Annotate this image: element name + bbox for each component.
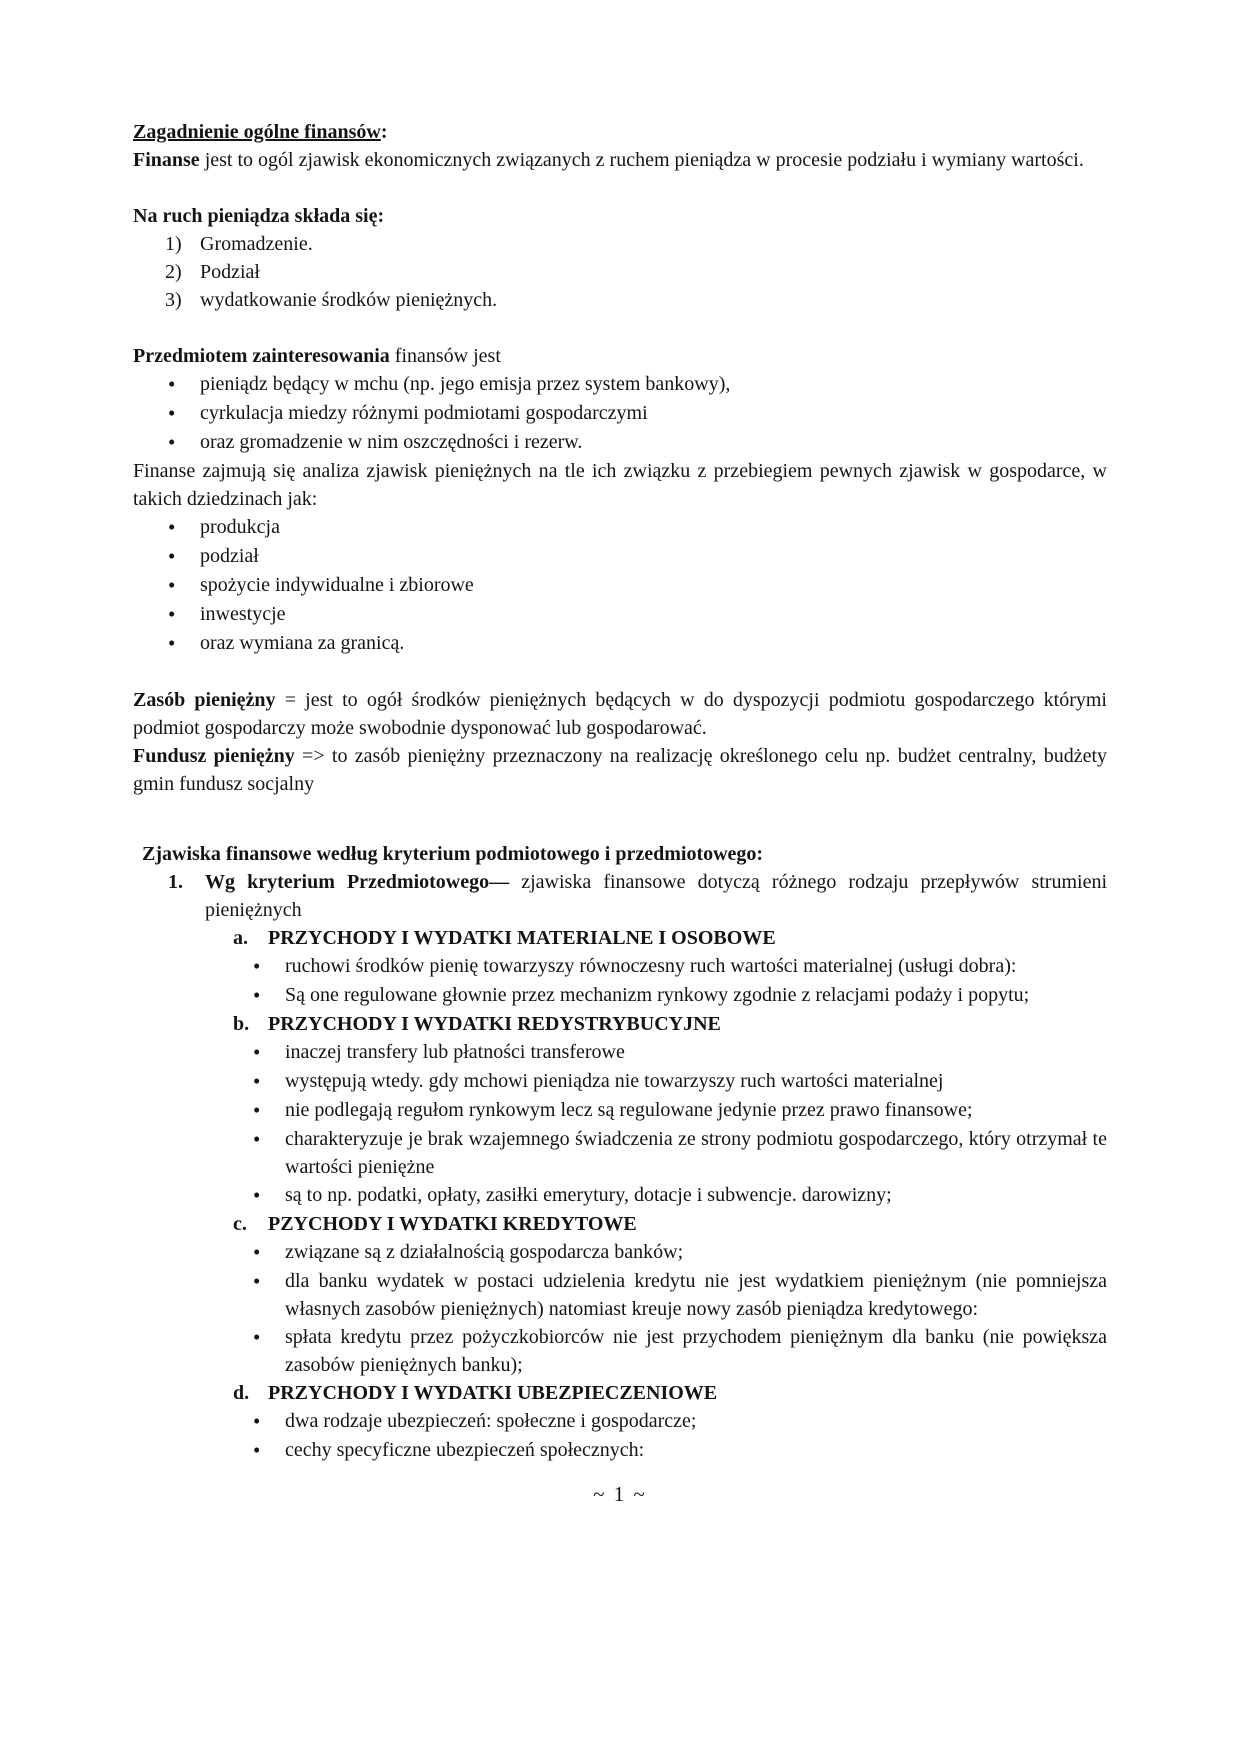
blank-line — [133, 658, 1107, 686]
bullet-icon — [253, 1181, 285, 1210]
finanse-paragraph: Finanse zajmują się analiza zjawisk pieniężnych na tle ich związku z przebiegiem pewnych zjawisk w gospodarce, w takich dziedzinach jak: — [133, 460, 1107, 510]
list-item-text: cyrkulacja miedzy różnymi podmiotami gospodarczymi — [200, 402, 648, 424]
section-definicje — [133, 686, 1107, 798]
blank-line — [133, 174, 1107, 202]
subsection-heading-a — [133, 924, 1107, 952]
bullet-icon — [168, 513, 200, 542]
bullet-icon — [253, 1038, 285, 1067]
list-item — [133, 1267, 1107, 1323]
bullet-icon — [168, 428, 200, 457]
list-item-text: oraz gromadzenie w nim oszczędności i rezerw. — [200, 431, 583, 453]
list-item-text: dla banku wydatek w postaci udzielenia kredytu nie jest wydatkiem pieniężnym (nie pomniejsza własnych zasobów pieniężnych) natomiast kreuje nowy zasób pieniądza kredytowego: — [285, 1270, 1107, 1320]
section-zjawiska — [133, 840, 1107, 1465]
przedmiot-rest: finansów jest — [389, 345, 501, 367]
subsection-title: PRZYCHODY I WYDATKI UBEZPIECZENIOWE — [268, 1382, 718, 1404]
subsection-heading-b — [133, 1010, 1107, 1038]
list-item-text: inaczej transfery lub płatności transferowe — [285, 1041, 625, 1063]
intro-term: Finanse — [133, 149, 200, 171]
list-item-text: nie podlegają regułom rynkowym lecz są regulowane jedynie przez prawo finansowe; — [285, 1099, 973, 1121]
list-item-text: dwa rodzaje ubezpieczeń: społeczne i gospodarcze; — [285, 1410, 697, 1432]
list-item — [133, 1125, 1107, 1181]
subsection-title: PZYCHODY I WYDATKI KREDYTOWE — [268, 1213, 637, 1235]
bullet-icon — [253, 1096, 285, 1125]
zasob-definition: = jest to ogół środków pieniężnych będących w do dyspozycji podmiotu gospodarczego którymi podmiot gospodarczy może swobodnie dysponować lub gospodarować. — [133, 689, 1107, 739]
zasob-paragraph — [133, 686, 1107, 742]
section-ruch-pieniadza — [133, 202, 1107, 314]
list-item — [133, 286, 1107, 314]
list-item-text: występują wtedy. gdy mchowi pieniądza nie towarzyszy ruch wartości materialnej — [285, 1070, 944, 1092]
subsection-letter: d. — [233, 1382, 250, 1404]
list-item-text: ruchowi środków pienię towarzyszy równoczesny ruch wartości materialnej (usługi dobra): — [285, 955, 1017, 977]
zasob-term: Zasób pieniężny — [133, 689, 276, 711]
bullet-icon — [253, 1267, 285, 1323]
bullet-icon — [253, 1323, 285, 1379]
list-item — [133, 1436, 1107, 1465]
subsection-heading-c — [133, 1210, 1107, 1238]
doc-title — [133, 118, 1107, 146]
list-item-text: spłata kredytu przez pożyczkobiorców nie jest przychodem pieniężnym dla banku (nie powiększa zasobów pieniężnych banku); — [285, 1326, 1107, 1376]
list-item — [133, 513, 1107, 542]
list-number: 1) — [165, 233, 182, 255]
subsection-heading-d — [133, 1379, 1107, 1407]
bullet-icon — [168, 629, 200, 658]
intro-paragraph — [133, 146, 1107, 174]
outline-item-text — [205, 868, 1107, 924]
list-item-text: podział — [200, 545, 259, 567]
list-item — [133, 370, 1107, 399]
list-item-text: spożycie indywidualne i zbiorowe — [200, 574, 474, 596]
blank-line — [133, 798, 1107, 826]
section-intro — [133, 118, 1107, 174]
subsection-letter: b. — [233, 1013, 250, 1035]
bullet-icon — [253, 1407, 285, 1436]
list-item-text: wydatkowanie środków pieniężnych. — [200, 289, 498, 311]
list-item — [133, 1067, 1107, 1096]
list-item — [133, 1323, 1107, 1379]
list-item — [133, 1096, 1107, 1125]
list-item — [133, 428, 1107, 457]
zjawiska-heading: Zjawiska finansowe według kryterium podmiotowego i przedmiotowego: — [142, 843, 764, 865]
list-item — [133, 1407, 1107, 1436]
blank-line — [133, 314, 1107, 342]
doc-title-colon: : — [380, 121, 388, 143]
list-item-text: są to np. podatki, opłaty, zasiłki emerytury, dotacje i subwencje. darowizny; — [285, 1184, 892, 1206]
bullet-icon — [253, 952, 285, 981]
bullet-icon — [253, 981, 285, 1010]
fundusz-definition: => to zasób pieniężny przeznaczony na realizację określonego celu np. budżet centralny, budżety gmin fundusz socjalny — [133, 745, 1107, 795]
bullet-icon — [253, 1067, 285, 1096]
list-item-text: pieniądz będący w mchu (np. jego emisja przez system bankowy), — [200, 373, 731, 395]
fundusz-term: Fundusz pieniężny — [133, 745, 295, 767]
bullet-icon — [168, 600, 200, 629]
list-item-text: związane są z działalnością gospodarcza banków; — [285, 1241, 684, 1263]
subsection-title: PRZYCHODY I WYDATKI REDYSTRYBUCYJNE — [268, 1013, 721, 1035]
section-przedmiot — [133, 342, 1107, 658]
intro-definition: jest to ogól zjawisk ekonomicznych związanych z ruchem pieniądza w procesie podziału i wymiany wartości. — [199, 149, 1084, 171]
list-item-text: Gromadzenie. — [200, 233, 313, 255]
bullet-icon — [253, 1436, 285, 1465]
list-item-text: Podział — [200, 261, 260, 283]
fundusz-paragraph — [133, 742, 1107, 798]
list-item-text: Są one regulowane głownie przez mechanizm rynkowy zgodnie z relacjami podaży i popytu; — [285, 984, 1030, 1006]
subsection-title: PRZYCHODY I WYDATKI MATERIALNE I OSOBOWE — [268, 927, 776, 949]
list-item — [133, 1181, 1107, 1210]
list-item — [133, 629, 1107, 658]
list-item-text: inwestycje — [200, 603, 286, 625]
list-item — [133, 571, 1107, 600]
doc-title-text: Zagadnienie ogólne finansów — [133, 121, 381, 143]
list-item — [133, 230, 1107, 258]
list-item — [133, 258, 1107, 286]
subsection-letter: a. — [233, 927, 248, 949]
subsection-letter: c. — [233, 1213, 247, 1235]
list-item — [133, 600, 1107, 629]
przedmiot-lead — [133, 342, 1107, 370]
outline-number: 1. — [168, 871, 183, 893]
list-item-text: oraz wymiana za granicą. — [200, 632, 405, 654]
list-item — [133, 542, 1107, 571]
list-item-text: charakteryzuje je brak wzajemnego świadczenia ze strony podmiotu gospodarczego, który otrzymał te wartości pieniężne — [285, 1128, 1107, 1178]
outline-item-1 — [133, 868, 1107, 924]
list-item — [133, 1038, 1107, 1067]
bullet-icon — [253, 1238, 285, 1267]
ruch-heading: Na ruch pieniądza składa się: — [133, 205, 385, 227]
outline-item-rest: zjawiska finansowe dotyczą różnego rodzaju przepływów strumieni pieniężnych — [205, 871, 1108, 921]
list-item — [133, 399, 1107, 428]
outline-item-term: Wg kryterium Przedmiotowego— — [205, 871, 510, 893]
bullet-icon — [253, 1125, 285, 1181]
bullet-icon — [168, 571, 200, 600]
footer-page-number: ~ 1 ~ — [593, 1482, 647, 1506]
przedmiot-term: Przedmiotem zainteresowania — [133, 345, 390, 367]
list-number: 2) — [165, 261, 182, 283]
list-number: 3) — [165, 289, 182, 311]
blank-line — [133, 826, 1107, 840]
list-item-text: cechy specyficzne ubezpieczeń społecznych: — [285, 1439, 645, 1461]
bullet-icon — [168, 370, 200, 399]
bullet-icon — [168, 399, 200, 428]
list-item-text: produkcja — [200, 516, 280, 538]
list-item — [133, 952, 1107, 981]
list-item — [133, 1238, 1107, 1267]
bullet-icon — [168, 542, 200, 571]
list-item — [133, 981, 1107, 1010]
